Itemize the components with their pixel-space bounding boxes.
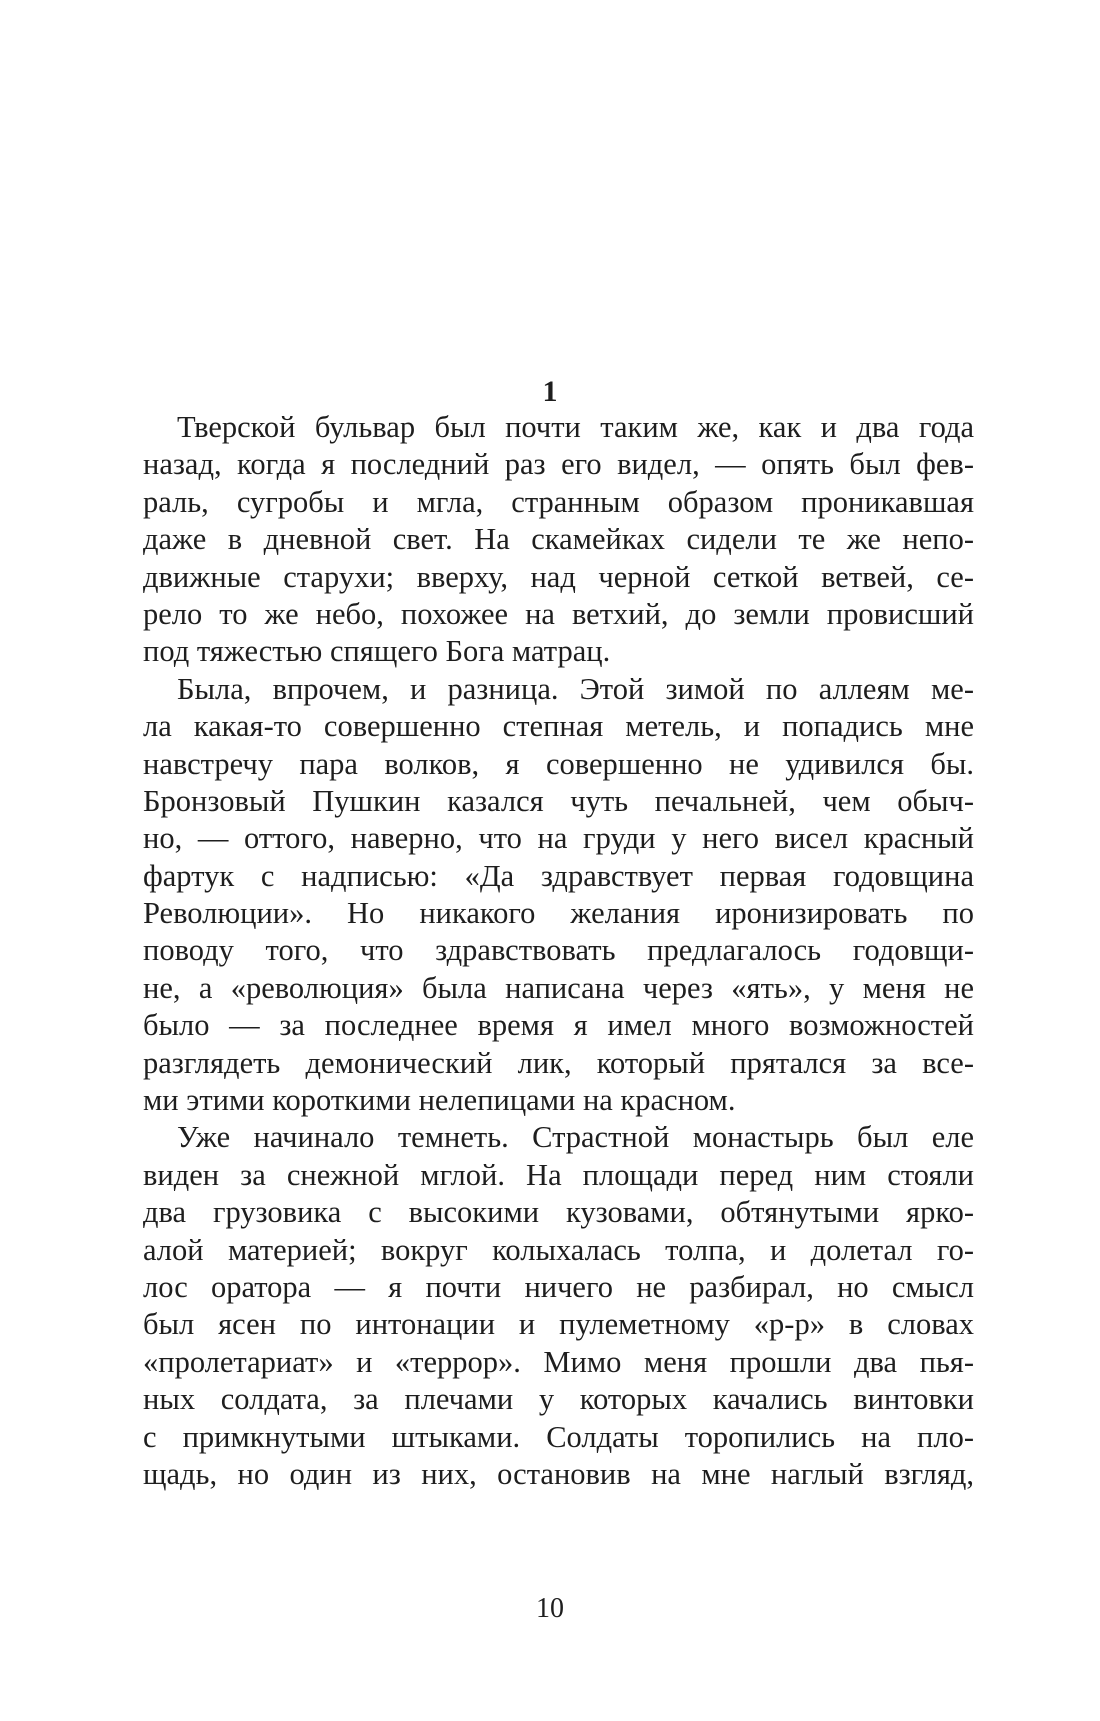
text-line: рело то же небо, похожее на ветхий, до земли провисший [143, 596, 974, 631]
text-line: не, а «революция» была написана через «ять», у меня не [143, 970, 974, 1005]
text-line: даже в дневной свет. На скамейках сидели те же непо- [143, 522, 974, 557]
text-line: Бронзовый Пушкин казался чуть печальней, чем обыч- [143, 783, 974, 818]
text-line: навстречу пара волков, я совершенно не удивился бы. [143, 746, 974, 781]
text-line: ла какая-то совершенно степная метель, и попадись мне [143, 709, 974, 744]
text-line: Уже начинало темнеть. Страстной монастырь был еле [177, 1120, 974, 1155]
text-line: назад, когда я последний раз его видел, — опять был фев- [143, 447, 974, 482]
body-text [143, 409, 974, 1493]
text-line: было — за последнее время я имел много возможностей [143, 1008, 974, 1043]
text-line: Революции». Но никакого желания иронизировать по [143, 896, 974, 931]
text-line: но, — оттого, наверно, что на груди у него висел красный [143, 821, 974, 856]
text-line: Тверской бульвар был почти таким же, как и два года [177, 410, 974, 444]
text-line: под тяжестью спящего Бога матрац. [143, 634, 611, 669]
text-line: движные старухи; вверху, над черной сеткой ветвей, се- [143, 559, 974, 594]
text-line: ми этими короткими нелепицами на красном. [143, 1083, 736, 1118]
text-line: разглядеть демонический лик, который прятался за все- [143, 1045, 974, 1080]
text-line: раль, сугробы и мгла, странным образом проникавшая [143, 484, 974, 519]
text-line: два грузовика с высокими кузовами, обтянутыми ярко- [143, 1195, 974, 1230]
text-line: был ясен по интонации и пулеметному «р-р» в словах [143, 1307, 974, 1342]
text-line: Была, впрочем, и разница. Этой зимой по аллеям ме- [177, 671, 974, 706]
text-line: виден за снежной мглой. На площади перед ним стояли [143, 1157, 974, 1192]
text-line: фартук с надписью: «Да здравствует первая годовщина [143, 858, 974, 893]
text-line: поводу того, что здравствовать предлагалось годовщи- [143, 933, 974, 968]
text-line: щадь, но один из них, остановив на мне наглый взгляд, [143, 1456, 974, 1491]
text-line: с примкнутыми штыками. Солдаты торопились на пло- [143, 1419, 974, 1454]
page-number: 10 [536, 1593, 564, 1624]
text-line: ных солдата, за плечами у которых качались винтовки [143, 1382, 974, 1417]
text-line: алой материей; вокруг колыхалась толпа, и долетал го- [143, 1232, 974, 1267]
chapter-number: 1 [542, 375, 558, 408]
text-line: лос оратора — я почти ничего не разбирал, но смысл [143, 1269, 974, 1304]
text-line: «пролетариат» и «террор». Мимо меня прошли два пья- [143, 1344, 974, 1379]
